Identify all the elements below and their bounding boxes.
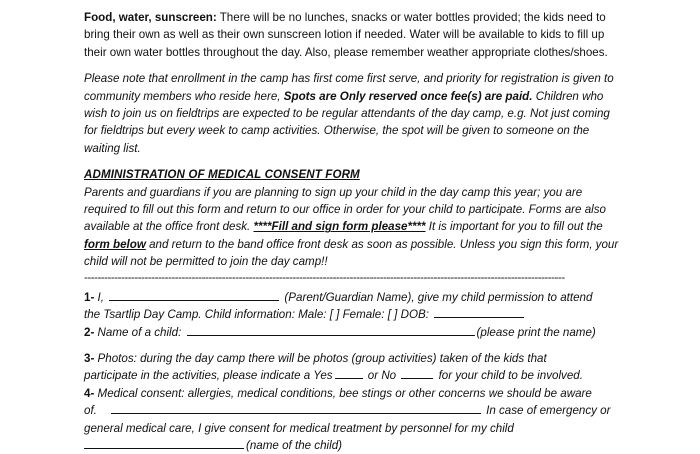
photo-no-field[interactable] [401,367,433,379]
form-below-link: form below [84,237,146,251]
child-name-field[interactable] [187,324,475,336]
enrollment-bold: Spots are Only reserved once fee(s) are paid. [283,89,533,103]
item-3-number: 3- [84,351,95,365]
form-item-4-line-2 [84,402,620,419]
medical-concerns-field[interactable] [111,402,481,414]
food-label: Food, water, sunscreen: [84,11,217,24]
fill-sign-notice: ****Fill and sign form please**** [253,220,426,234]
enrollment-text-a: Please note that enrollment in the camp has first come first serve, and priority for registration is given to community members who reside here, [84,72,614,103]
item-2-text-a: Name of a child: [94,325,185,339]
item-1-line-2-text: the Tsartlip Day Camp. Child information: Male: [ ] Female: [ ] DOB: [84,308,433,322]
item-3-text-b1: participate in the activities, please indicate a Yes [84,369,333,383]
item-2-number: 2- [84,325,95,339]
item-4-text-c: general medical care, I give consent for medical treatment by personnel for my child [84,421,514,435]
form-item-3 [84,350,620,367]
food-paragraph [84,9,620,61]
form-item-4-line-4 [84,437,620,454]
food-text: There will be no lunches, snacks or water bottles provided; the kids need to bring their own as well as their own sunscreen lotion if needed. Water will be available to kids to fill up their own water bottles throughout the day. Also, please remember weather appropriate clothes/shoes. [84,11,608,59]
form-item-4-line-3 [84,420,620,437]
dob-field[interactable] [434,306,524,318]
consent-text-a: Parents and guardians if you are planning to sign up your child in the day camp this year; you are required to fill out this form and return to our office in order for your child to participate. Forms are also available at the office front desk. [84,185,606,234]
consent-heading: ADMINISTRATION OF MEDICAL CONSENT FORM [84,168,360,182]
form-item-1 [84,289,620,306]
item-3-text-a: Photos: during the day camp there will be photos (group activities) taken of the kids that [94,351,547,365]
consent-text-b: It is important for you to fill out the [425,220,603,234]
separator-line: ----------------------------------------------------------------------------------------------------------------------------------------------- [84,270,565,284]
item-1-text-b: (Parent/Guardian Name), give my child permission to attend [281,290,593,304]
item-1-number: 1- [84,290,95,304]
item-4-text-b1: of. [84,404,97,418]
item-1-text-a: I, [94,290,108,304]
item-3-text-b3: for your child to be involved. [435,369,583,383]
item-4-text-d: (name of the child) [246,438,343,452]
consent-paragraph [84,184,620,271]
enrollment-text-b: Children who wish to join us on fieldtrips are expected to be regular attendants of the day camp, e.g. Not just coming for fieldtrips but every week to camp activities. Otherwise, the spot will be given to someone on the waiting list. [84,89,610,155]
child-name-consent-field[interactable] [84,437,244,449]
form-item-4 [84,385,620,402]
item-4-text-b2: In case of emergency or [482,404,611,418]
item-4-number: 4- [84,386,95,400]
form-item-3-line-2 [84,367,620,384]
item-3-text-b2: or No [364,369,400,383]
form-item-1-line-2 [84,306,620,323]
photo-yes-field[interactable] [335,367,363,379]
form-item-2 [84,324,620,341]
item-2-text-b: (please print the name) [476,325,596,339]
consent-text-c: and return to the band office front desk as soon as possible. Unless you sign this form, your child will not be permitted to join the day camp!! [84,237,619,269]
enrollment-paragraph [84,70,620,157]
item-4-text-a: Medical consent: allergies, medical conditions, bee stings or other concerns we should be aware [94,386,592,400]
parent-name-field[interactable] [109,289,279,301]
